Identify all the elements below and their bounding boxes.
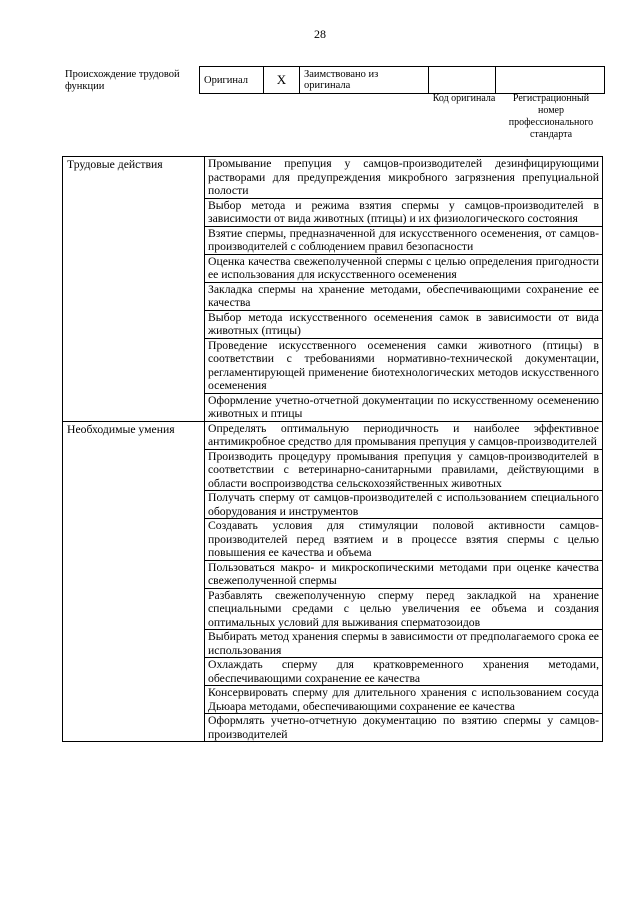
page-number: 28 xyxy=(314,27,326,41)
table-row xyxy=(63,421,603,449)
list-item: Выбирать метод хранения спермы в зависимости от предполагаемого срока ее использования xyxy=(205,630,603,658)
reg-number-cell xyxy=(496,67,605,94)
list-item: Создавать условия для стимуляции половой активности самцов-производителей перед взятием и в процессе взятия спермы с целью повышения ее качества и объема xyxy=(205,519,603,561)
list-item: Закладка спермы на хранение методами, обеспечивающими сохранение ее качества xyxy=(205,282,603,310)
function-table xyxy=(62,156,603,742)
borrowed-cell: Заимствовано из оригинала xyxy=(300,67,429,94)
list-item: Промывание препуция у самцов-производителей дезинфицирующими растворами для предупреждения микробного загрязнения препуциальной полости xyxy=(205,157,603,199)
list-item: Взятие спермы, предназначенной для искусственного осеменения, от самцов-производителей с соблюдением правил безопасности xyxy=(205,226,603,254)
list-item: Оформлять учетно-отчетную документацию по взятию спермы у самцов-производителей xyxy=(205,714,603,742)
list-item: Проведение искусственного осеменения самки животного (птицы) в соответствии с требованиями нормативно-технической документации, регламентирующей применение биотехнологических методов искусственного осеменения xyxy=(205,338,603,393)
list-item: Производить процедуру промывания препуция у самцов-производителей в соответствии с ветеринарно-санитарными правилами, действующими в области воспроизводства сельскохозяйственных животных xyxy=(205,449,603,491)
list-item: Получать сперму от самцов-производителей с использованием специального оборудования и инструментов xyxy=(205,491,603,519)
list-item: Разбавлять свежеполученную сперму перед закладкой на хранение специальными средами с целью увеличения ее объема и создания оптимальных условий для выживания сперматозоидов xyxy=(205,588,603,630)
list-item: Выбор метода искусственного осеменения самок в зависимости от вида животных (птицы) xyxy=(205,310,603,338)
list-item: Пользоваться макро- и микроскопическими методами при оценке качества свежеполученной спермы xyxy=(205,560,603,588)
table-row xyxy=(63,157,603,199)
origin-label: Происхождение трудовой функции xyxy=(65,69,180,92)
section-label: Трудовые действия xyxy=(63,157,205,422)
list-item: Оценка качества свежеполученной спермы с целью определения пригодности ее использования для искусственного осеменения xyxy=(205,254,603,282)
section-label: Необходимые умения xyxy=(63,421,205,742)
origin-table xyxy=(199,66,605,94)
list-item: Консервировать сперму для длительного хранения с использованием сосуда Дьюара методами, обеспечивающими сохранение ее качества xyxy=(205,686,603,714)
code-caption: Код оригинала xyxy=(432,93,496,104)
code-cell xyxy=(429,67,496,94)
list-item: Охлаждать сперму для кратковременного хранения методами, обеспечивающими сохранение ее качества xyxy=(205,658,603,686)
list-item: Определять оптимальную периодичность и наиболее эффективное антимикробное средство для промывания препуция у самцов-производителей xyxy=(205,421,603,449)
list-item: Оформление учетно-отчетной документации по искусственному осеменению животных и птицы xyxy=(205,393,603,421)
reg-caption: Регистрационный номер профессионального стандарта xyxy=(508,93,594,140)
original-mark: X xyxy=(264,67,300,94)
list-item: Выбор метода и режима взятия спермы у самцов-производителей в зависимости от вида животных (птицы) и их физиологического состояния xyxy=(205,198,603,226)
original-cell: Оригинал xyxy=(200,67,264,94)
